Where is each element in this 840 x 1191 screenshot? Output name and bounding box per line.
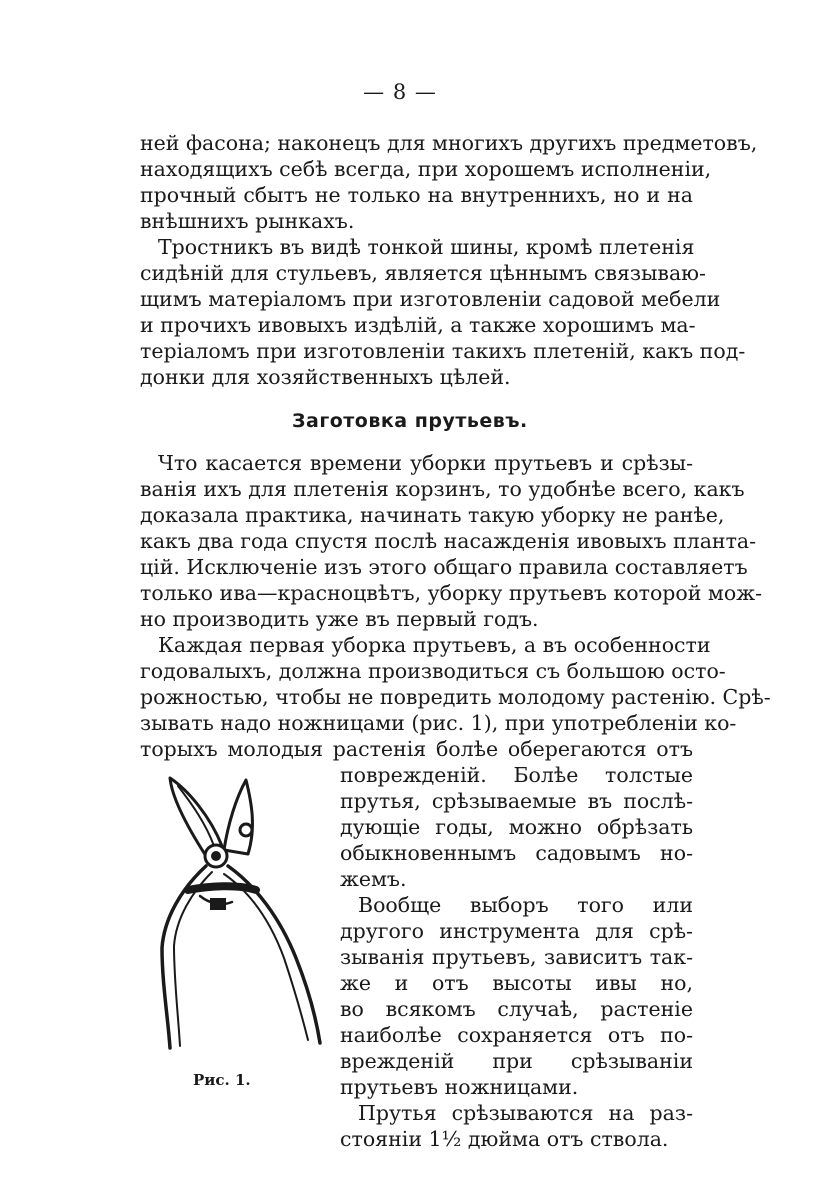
text-line: прутьевъ ножницами.	[340, 1075, 579, 1099]
figure-caption: Рис. 1.	[193, 1071, 251, 1089]
text-line: ней фасона; наконецъ для многихъ другихъ предметовъ,	[140, 131, 758, 155]
text-line: доказала практика, начинать такую уборку не ранѣе,	[140, 503, 725, 527]
text-line: жемъ.	[340, 867, 407, 891]
text-line: только ива—красноцвѣтъ, уборку прутьевъ которой мож-	[140, 581, 763, 605]
text-line: наиболѣе сохраняется отъ по-	[340, 1023, 693, 1047]
pruning-shears-illustration	[148, 768, 328, 1058]
text-line: теріаломъ при изготовленіи такихъ плетеній, какъ под-	[140, 339, 746, 363]
text-line: врежденій при срѣзываніи	[340, 1049, 693, 1073]
text-line: донки для хозяйственныхъ цѣлей.	[140, 365, 511, 389]
text-line: дующіе годы, можно обрѣзать	[340, 815, 693, 839]
text-line: находящихъ себѣ всегда, при хорошемъ исполненіи,	[140, 157, 712, 181]
text-line: зыванія прутьевъ, зависитъ так-	[340, 945, 693, 969]
text-line: обыкновеннымъ садовымъ но-	[340, 841, 693, 865]
page-number: — 8 —	[363, 80, 437, 104]
text-line: зывать надо ножницами (рис. 1), при употребленіи ко-	[140, 711, 737, 735]
text-line: какъ два года спустя послѣ насажденія ивовыхъ планта-	[140, 529, 757, 553]
text-line: ванія ихъ для плетенія корзинъ, то удобнѣе всего, какъ	[140, 477, 745, 501]
text-line: но производить уже въ первый годъ.	[140, 607, 539, 631]
section-heading: Заготовка прутьевъ.	[292, 410, 528, 432]
text-line: Вообще выборъ того или	[358, 893, 693, 917]
text-line: и прочихъ ивовыхъ издѣлій, а также хорошимъ ма-	[140, 313, 696, 337]
text-line: годовалыхъ, должна производиться съ большою осто-	[140, 659, 726, 683]
text-line: торыхъ молодыя растенія болѣе оберегаются отъ	[140, 737, 693, 761]
text-line: Тростникъ въ видѣ тонкой шины, кромѣ плетенія	[158, 235, 695, 259]
text-line: Что касается времени уборки прутьевъ и срѣзы-	[158, 451, 693, 475]
text-line: сидѣній для стульевъ, является цѣннымъ связываю-	[140, 261, 706, 285]
text-line: поврежденій. Болѣе толстые	[340, 763, 693, 787]
text-line: Каждая первая уборка прутьевъ, а въ особенности	[158, 633, 711, 657]
text-line: Прутья срѣзываются на раз-	[358, 1101, 693, 1125]
text-line: прочный сбытъ не только на внутреннихъ, но и на	[140, 183, 693, 207]
text-line: во всякомъ случаѣ, растеніе	[340, 997, 693, 1021]
text-line: внѣшнихъ рынкахъ.	[140, 209, 355, 233]
text-line: цій. Исключеніе изъ этого общаго правила составляетъ	[140, 555, 748, 579]
text-line: рожностью, чтобы не повредить молодому растенію. Срѣ-	[140, 685, 771, 709]
text-line: щимъ матеріаломъ при изготовленіи садовой мебели	[140, 287, 721, 311]
text-line: же и отъ высоты ивы но,	[340, 971, 693, 995]
text-line: другого инструмента для срѣ-	[340, 919, 693, 943]
text-line: стояніи 1½ дюйма отъ ствола.	[340, 1127, 669, 1151]
text-line: прутья, срѣзываемые въ послѣ-	[340, 789, 693, 813]
